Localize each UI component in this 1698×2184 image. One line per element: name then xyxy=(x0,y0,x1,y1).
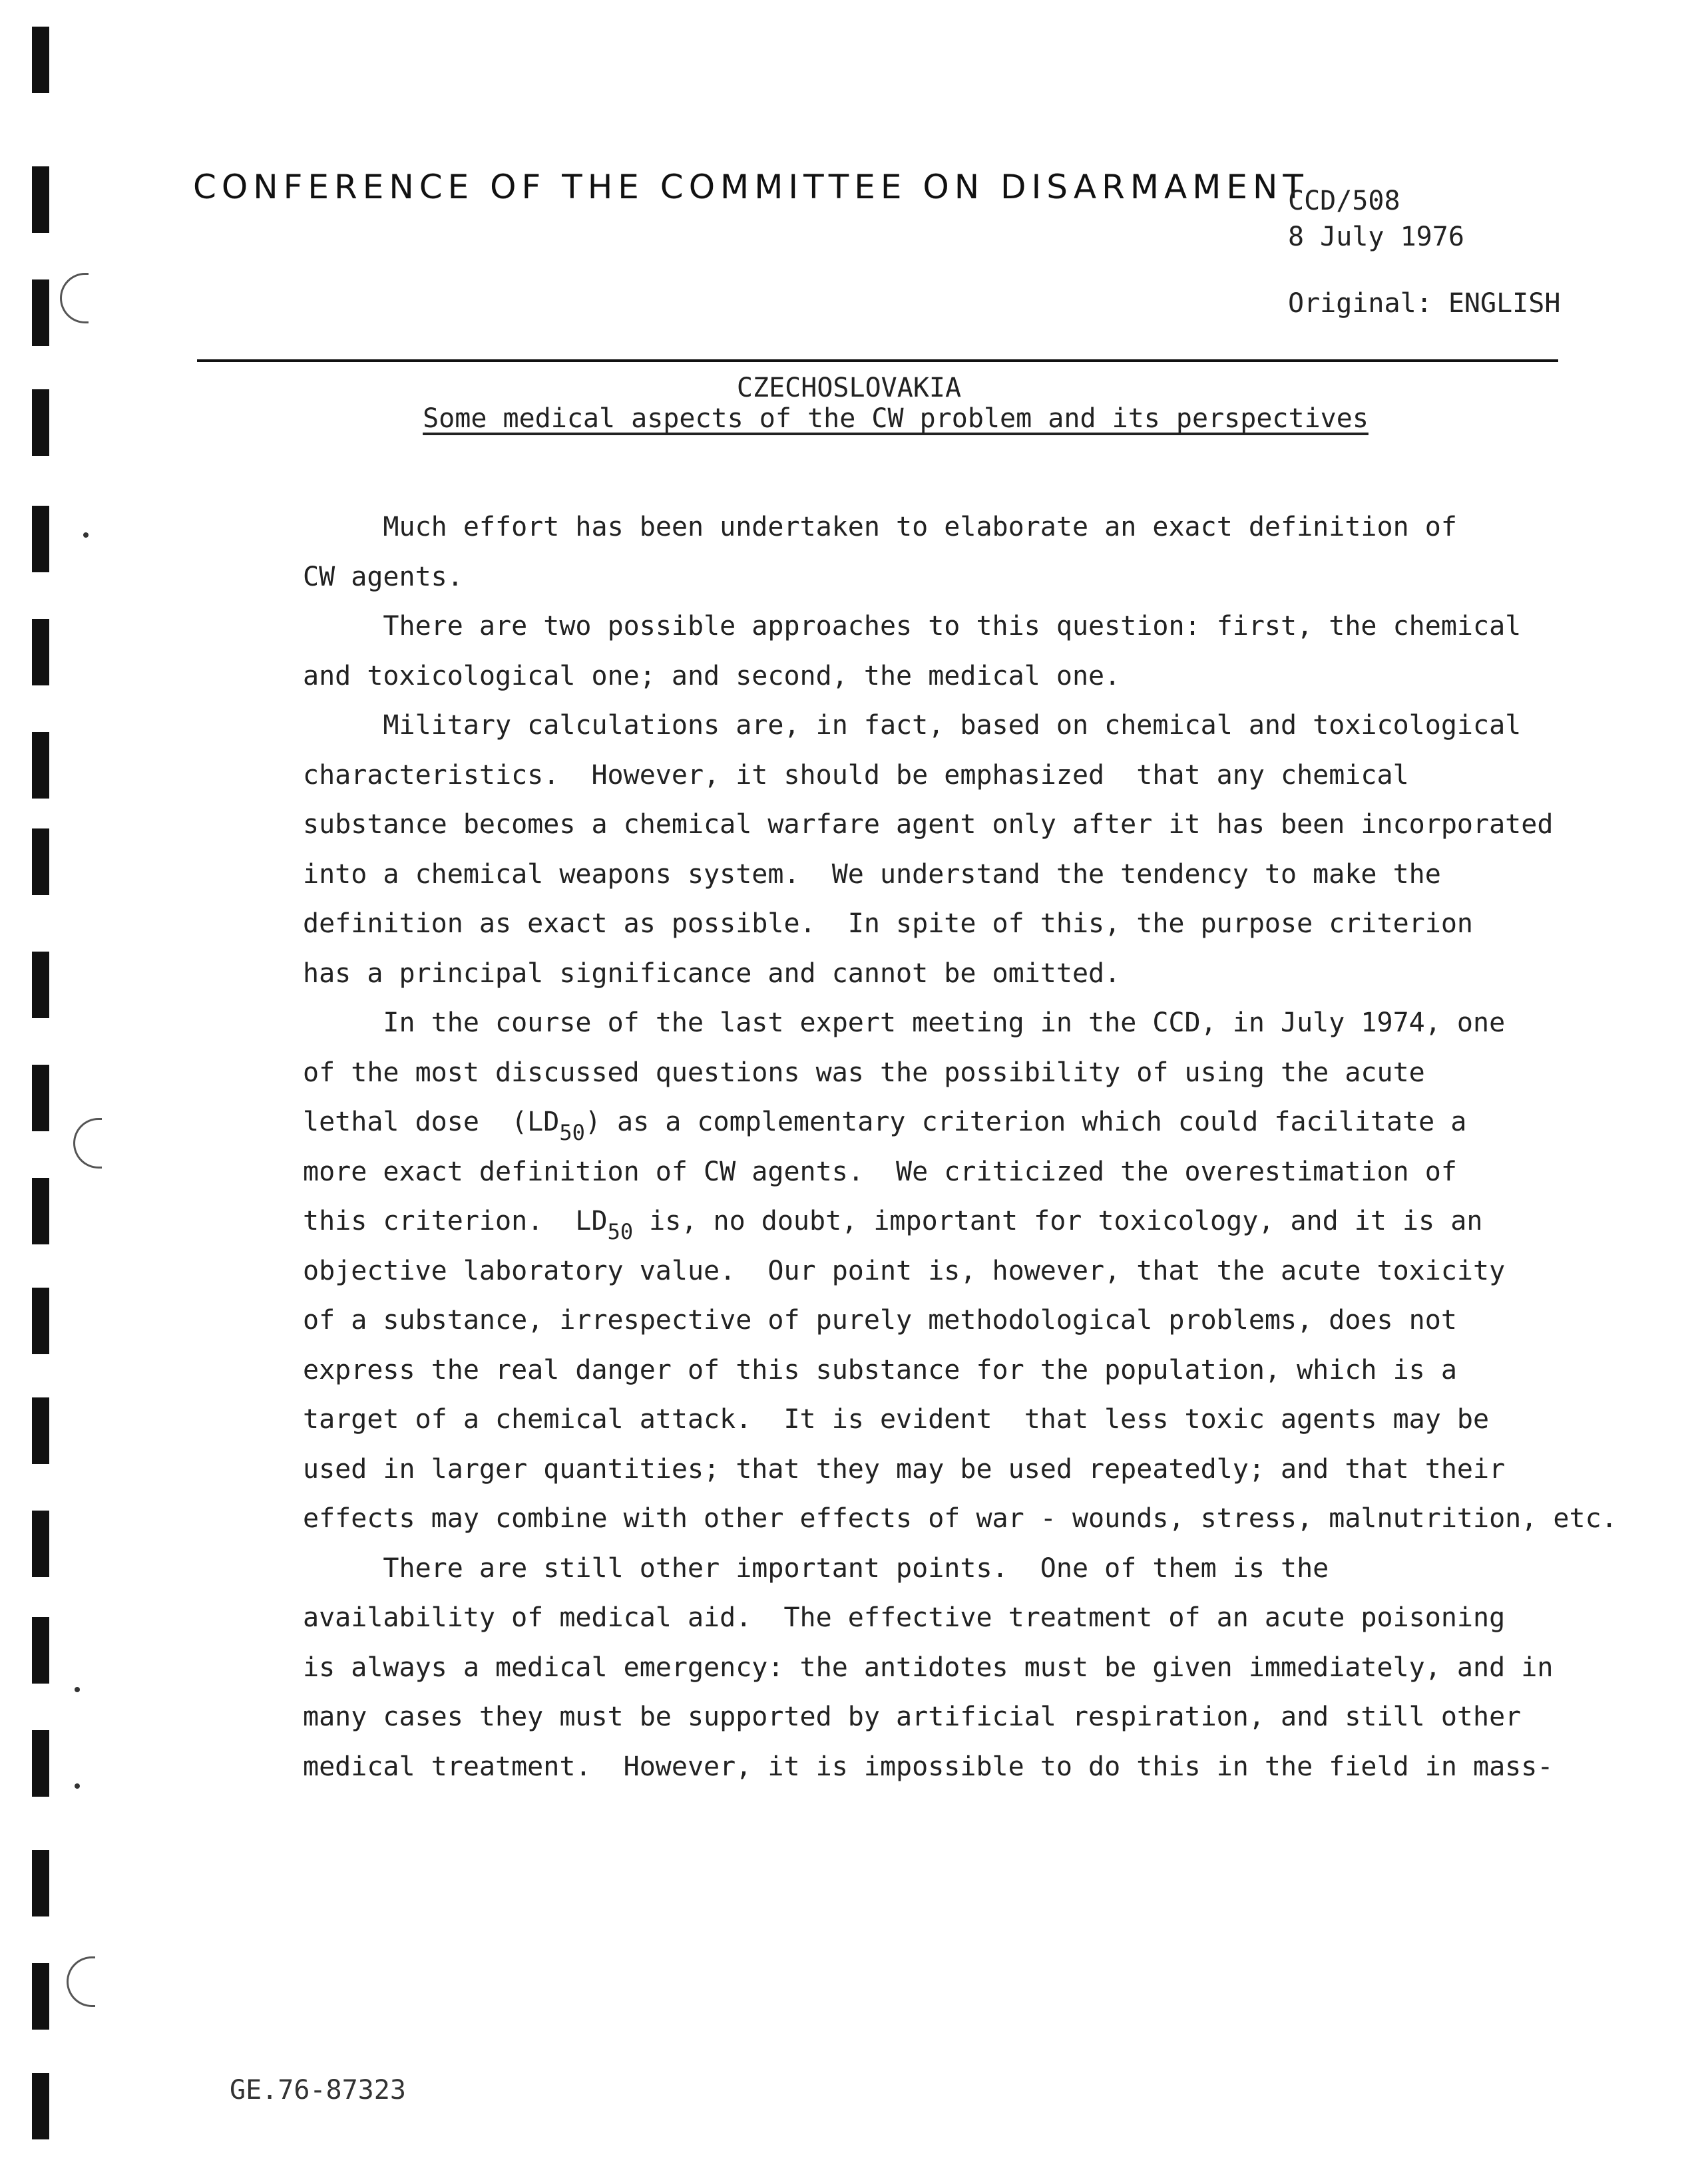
text-line: definition as exact as possible. In spite of this, the purpose criterion xyxy=(303,908,1473,939)
binder-curve-mark xyxy=(60,273,89,323)
text-line: many cases they must be supported by artificial respiration, and still other xyxy=(303,1702,1522,1732)
text-line: In the course of the last expert meeting in the CCD, in July 1974, one xyxy=(303,1007,1506,1038)
committee-title: CONFERENCE OF THE COMMITTEE ON DISARMAMENT xyxy=(193,168,1309,206)
binder-mark xyxy=(32,279,49,346)
binder-mark xyxy=(32,619,49,685)
text-line: objective laboratory value. Our point is, however, that the acute toxicity xyxy=(303,1255,1506,1286)
speck-mark xyxy=(75,1687,80,1692)
text-line: into a chemical weapons system. We understand the tendency to make the xyxy=(303,858,1441,890)
binder-mark xyxy=(32,2073,49,2139)
body-text xyxy=(303,502,1674,1791)
paragraph xyxy=(303,701,1674,998)
text-line: Military calculations are, in fact, based on chemical and toxicological xyxy=(303,710,1522,741)
text-line: used in larger quantities; that they may be used repeatedly; and that their xyxy=(303,1453,1506,1485)
text-line: Much effort has been undertaken to elaborate an exact definition of xyxy=(303,512,1457,542)
text-line: of the most discussed questions was the possibility of using the acute xyxy=(303,1057,1425,1088)
binder-mark xyxy=(32,166,49,233)
paragraph xyxy=(303,502,1674,602)
text-fragment: lethal dose (LD xyxy=(303,1107,560,1137)
paragraph xyxy=(303,602,1674,701)
binder-mark xyxy=(32,1288,49,1354)
text-line: CW agents. xyxy=(303,561,463,592)
speck-mark xyxy=(83,532,89,538)
document-symbol: CCD/508 xyxy=(1288,186,1400,216)
original-language: Original: ENGLISH xyxy=(1288,288,1561,319)
speck-mark xyxy=(75,1783,80,1789)
paragraph xyxy=(303,998,1674,1544)
text-line: has a principal significance and cannot be omitted. xyxy=(303,958,1121,989)
document-reference-code: GE.76-87323 xyxy=(230,2075,406,2105)
subscript: 50 xyxy=(559,1120,585,1145)
text-line: There are still other important points. One of them is the xyxy=(303,1552,1329,1584)
subscript: 50 xyxy=(607,1219,634,1244)
text-fragment: ) as a complementary criterion which could facilitate a xyxy=(584,1107,1467,1137)
binder-mark xyxy=(32,1511,49,1577)
text-line: availability of medical aid. The effective treatment of an acute poisoning xyxy=(303,1602,1506,1633)
text-fragment: is, no doubt, important for toxicology, and it is an xyxy=(633,1206,1483,1236)
text-line: is always a medical emergency: the antidotes must be given immediately, and in xyxy=(303,1652,1554,1683)
text-line: effects may combine with other effects of war - wounds, stress, malnutrition, etc. xyxy=(303,1503,1617,1534)
binder-mark xyxy=(32,732,49,799)
binder-mark xyxy=(32,1617,49,1684)
text-line: target of a chemical attack. It is evident that less toxic agents may be xyxy=(303,1404,1490,1435)
binder-mark xyxy=(32,828,49,895)
subject-text: Some medical aspects of the CW problem and its perspectives xyxy=(423,403,1369,434)
text-line xyxy=(303,1206,1483,1244)
text-line xyxy=(303,1107,1467,1145)
binder-mark xyxy=(32,506,49,572)
binder-mark xyxy=(32,1963,49,2030)
header-rule xyxy=(197,359,1558,362)
text-line: and toxicological one; and second, the medical one. xyxy=(303,660,1121,691)
document-meta xyxy=(1288,183,1560,321)
binder-mark xyxy=(32,1730,49,1797)
text-line: of a substance, irrespective of purely methodological problems, does not xyxy=(303,1305,1457,1336)
binder-mark xyxy=(32,27,49,93)
document-date: 8 July 1976 xyxy=(1288,222,1464,252)
binder-mark xyxy=(32,1065,49,1131)
text-line: substance becomes a chemical warfare agent only after it has been incorporated xyxy=(303,809,1554,840)
text-fragment: this criterion. LD xyxy=(303,1206,608,1236)
binder-curve-mark xyxy=(73,1118,102,1169)
text-line: There are two possible approaches to this question: first, the chemical xyxy=(303,611,1522,641)
binder-mark xyxy=(32,952,49,1018)
subject-heading xyxy=(0,403,1698,434)
text-line: more exact definition of CW agents. We criticized the overestimation of xyxy=(303,1156,1457,1187)
country-heading: CZECHOSLOVAKIA xyxy=(736,373,962,403)
text-line: medical treatment. However, it is impossible to do this in the field in mass- xyxy=(303,1751,1554,1782)
text-line: characteristics. However, it should be emphasized that any chemical xyxy=(303,759,1409,791)
binder-mark xyxy=(32,1178,49,1244)
binder-curve-mark xyxy=(67,1956,95,2007)
binder-mark xyxy=(32,1850,49,1916)
binder-mark xyxy=(32,1397,49,1464)
text-line: express the real danger of this substance for the population, which is a xyxy=(303,1354,1457,1385)
paragraph xyxy=(303,1544,1674,1792)
